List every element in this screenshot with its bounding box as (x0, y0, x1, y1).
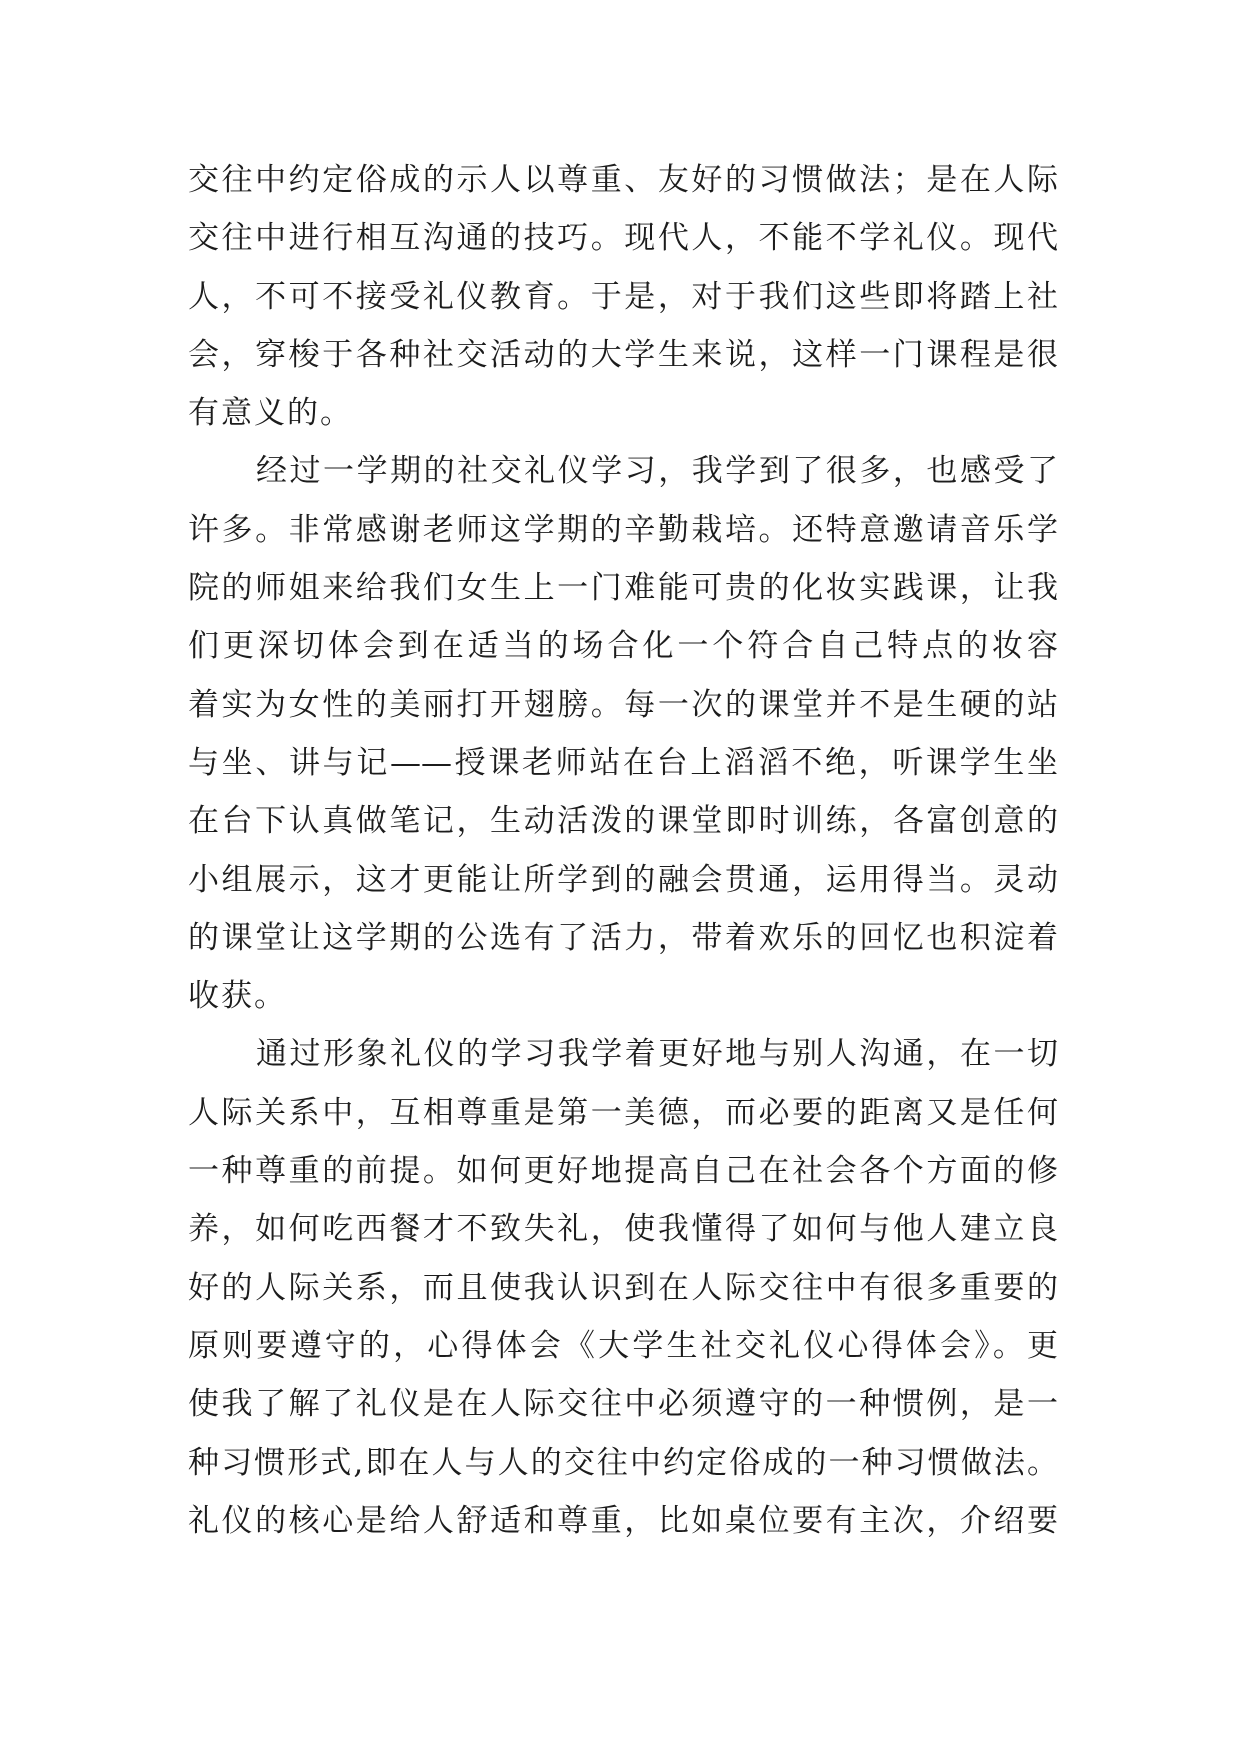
text-line: 经过一学期的社交礼仪学习，我学到了很多，也感受了 (256, 453, 1058, 490)
text-line: 着实为女性的美丽打开翅膀。每一次的课堂并不是生硬的站 (188, 686, 1058, 723)
text-line: 院的师姐来给我们女生上一门难能可贵的化妆实践课，让我 (188, 570, 1058, 607)
text-line: 礼仪的核心是给人舒适和尊重，比如桌位要有主次，介绍要 (188, 1502, 1058, 1539)
text-line: 交往中进行相互沟通的技巧。现代人，不能不学礼仪。现代 (188, 220, 1058, 257)
text-line: 与坐、讲与记——授课老师站在台上滔滔不绝，听课学生坐 (188, 744, 1058, 781)
text-line: 的课堂让这学期的公选有了活力，带着欢乐的回忆也积淀着 (188, 919, 1058, 956)
text-line: 许多。非常感谢老师这学期的辛勤栽培。还特意邀请音乐学 (188, 511, 1058, 548)
text-line: 收获。 (188, 978, 287, 1015)
text-line: 交往中约定俗成的示人以尊重、友好的习惯做法；是在人际 (188, 162, 1058, 198)
text-line: 一种尊重的前提。如何更好地提高自己在社会各个方面的修 (188, 1153, 1058, 1190)
document-body (188, 151, 1058, 1550)
text-line: 通过形象礼仪的学习我学着更好地与别人沟通，在一切 (256, 1036, 1058, 1073)
text-line: 人际关系中，互相尊重是第一美德，而必要的距离又是任何 (188, 1094, 1058, 1131)
text-line: 使我了解了礼仪是在人际交往中必须遵守的一种惯例，是一 (188, 1386, 1058, 1423)
text-line: 原则要遵守的，心得体会《大学生社交礼仪心得体会》。更 (188, 1327, 1058, 1364)
text-line: 好的人际关系，而且使我认识到在人际交往中有很多重要的 (188, 1269, 1058, 1306)
text-line: 有意义的。 (188, 395, 353, 432)
text-line: 人，不可不接受礼仪教育。于是，对于我们这些即将踏上社 (188, 278, 1058, 315)
text-line: 养，如何吃西餐才不致失礼，使我懂得了如何与他人建立良 (188, 1211, 1058, 1248)
text-line: 在台下认真做笔记，生动活泼的课堂即时训练，各富创意的 (188, 803, 1058, 840)
text-line: 种习惯形式,即在人与人的交往中约定俗成的一种习惯做法。 (188, 1444, 1058, 1481)
text-line: 会，穿梭于各种社交活动的大学生来说，这样一门课程是很 (188, 336, 1058, 373)
text-line: 们更深切体会到在适当的场合化一个符合自己特点的妆容 (188, 628, 1058, 665)
text-line: 小组展示，这才更能让所学到的融会贯通，运用得当。灵动 (188, 861, 1058, 898)
